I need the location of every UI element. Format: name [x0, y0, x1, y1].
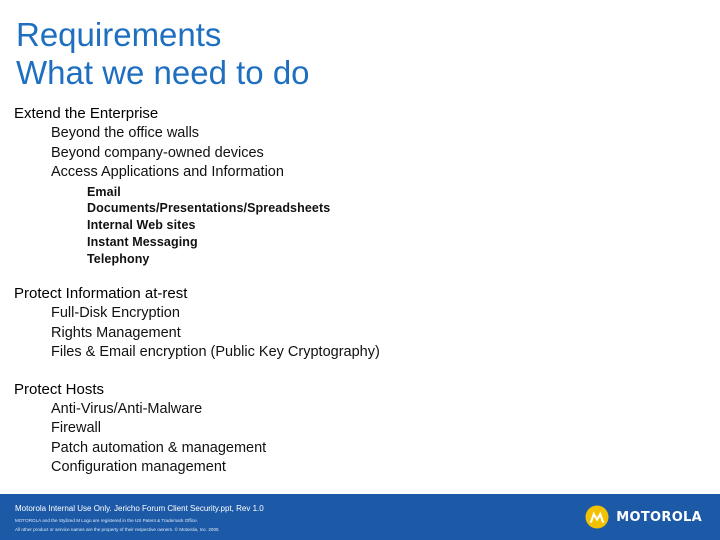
- sub-bullet-item: Documents/Presentations/Spreadsheets: [87, 201, 331, 216]
- bullet-item: Access Applications and Information: [51, 164, 284, 180]
- sub-bullet-item: Telephony: [87, 251, 150, 266]
- sub-bullet-item: Instant Messaging: [87, 234, 198, 249]
- section-heading: Extend the Enterprise: [14, 105, 159, 122]
- bullet-item: Beyond the office walls: [51, 125, 200, 141]
- sub-bullet-item: Email: [87, 184, 121, 199]
- slide-title: [16, 16, 310, 92]
- bullet-item: Firewall: [51, 420, 101, 437]
- bullet-item: Configuration management: [51, 459, 226, 476]
- motorola-batwing-icon: [585, 505, 609, 529]
- bullet-item: Anti-Virus/Anti-Malware: [51, 400, 203, 417]
- bullet-item: Files & Email encryption (Public Key Cryptography): [51, 344, 380, 361]
- bullet-item: Patch automation & management: [51, 439, 267, 456]
- bullet-item: Rights Management: [51, 324, 181, 341]
- section-protect-information: [14, 284, 704, 363]
- bullet-item: Beyond company-owned devices: [51, 144, 264, 161]
- section-protect-hosts: [14, 380, 704, 478]
- footer-legal-notice: [15, 516, 219, 534]
- slide-footer: [0, 494, 720, 540]
- bullet-item: Full-Disk Encryption: [51, 305, 180, 322]
- title-line-2: What we need to do: [16, 54, 310, 91]
- motorola-brand: [585, 503, 702, 531]
- footer-document-info: Motorola Internal Use Only. Jericho Forum Client Security.ppt, Rev 1.0: [15, 504, 264, 513]
- brand-wordmark: MOTOROLA: [616, 509, 702, 525]
- title-line-1: Requirements: [16, 16, 222, 53]
- footer-legal-line-2: All other product or service names are the property of their respective owners. © Motorola, Inc. 2005: [15, 527, 219, 532]
- section-heading: Protect Information at-rest: [14, 285, 188, 303]
- section-heading: Protect Hosts: [14, 380, 105, 398]
- slide-content: [14, 104, 704, 478]
- footer-legal-line-1: MOTOROLA and the Stylized M Logo are registered in the US Patent & Trademark Office.: [15, 518, 198, 523]
- sub-bullet-item: Internal Web sites: [87, 218, 196, 233]
- section-extend-enterprise: [14, 104, 704, 267]
- sub-bullet-list: [14, 184, 704, 268]
